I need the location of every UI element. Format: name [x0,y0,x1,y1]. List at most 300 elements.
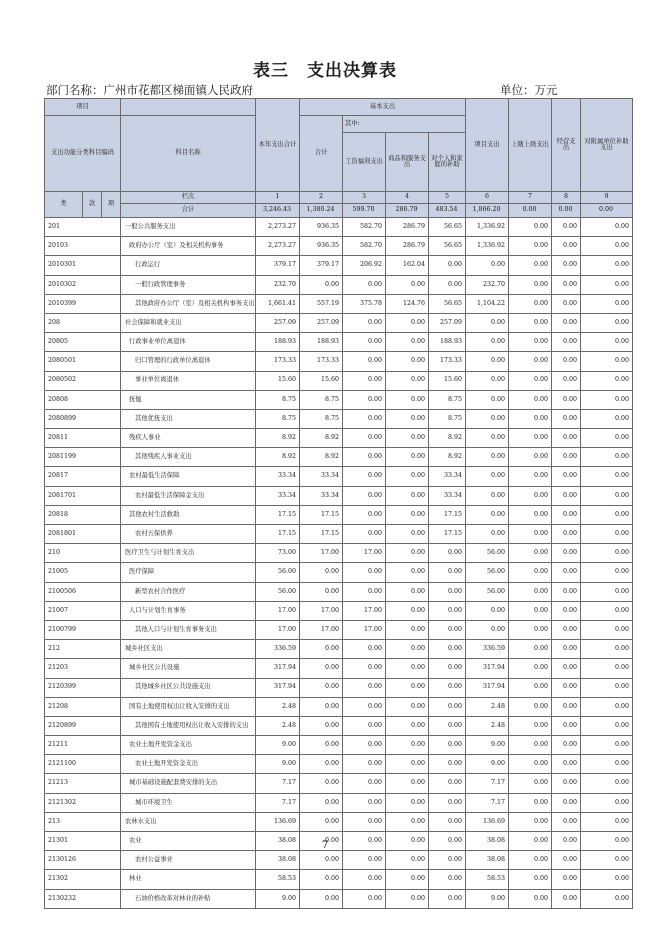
col-num: 9 [581,192,633,204]
row-value: 0.00 [509,294,552,313]
row-value: 0.00 [581,716,633,735]
row-value: 0.00 [581,352,633,371]
table-row [45,755,633,774]
row-value: 0.00 [509,678,552,697]
row-value: 936.35 [300,218,343,237]
row-value: 2,273.27 [256,218,300,237]
row-value: 0.00 [300,774,343,793]
row-value: 0.00 [509,582,552,601]
row-value: 0.00 [552,755,581,774]
row-value: 0.00 [509,313,552,332]
row-value: 0.00 [509,237,552,256]
row-value: 0.00 [386,601,429,620]
row-value: 0.00 [581,620,633,639]
row-value: 17.00 [300,544,343,563]
row-value: 17.15 [256,505,300,524]
row-value: 0.00 [509,793,552,812]
row-value: 0.00 [343,333,386,352]
header-project-expenditure: 项目支出 [466,99,509,192]
row-value: 0.00 [466,390,509,409]
table-row [45,870,633,889]
row-value: 317.94 [256,678,300,697]
row-value: 0.00 [429,544,466,563]
row-value: 17.00 [343,544,386,563]
row-value: 33.34 [429,486,466,505]
row-value: 0.00 [581,755,633,774]
total-cell: 0.00 [581,204,633,218]
total-cell: 0.00 [552,204,581,218]
row-value: 0.00 [509,409,552,428]
col-num: 8 [552,192,581,204]
row-code: 2080502 [45,371,121,390]
row-value: 0.00 [466,429,509,448]
header-basic-expenditure: 基本支出 [300,99,466,116]
row-value: 0.00 [429,601,466,620]
row-value: 2,273.27 [256,237,300,256]
row-value: 0.00 [386,851,429,870]
row-code: 201 [45,218,121,237]
row-value: 9.00 [256,736,300,755]
row-value: 0.00 [552,563,581,582]
row-value: 8.92 [256,448,300,467]
row-value: 0.00 [466,256,509,275]
row-subject-name: 政府办公厅（室）及相关机构事务 [121,237,256,256]
row-value: 0.00 [386,640,429,659]
row-value: 0.00 [552,812,581,831]
row-value: 0.00 [343,870,386,889]
table-row [45,313,633,332]
row-code: 21213 [45,774,121,793]
header-subject-name: 科目名称 [121,116,256,192]
row-value: 0.00 [466,448,509,467]
row-value: 0.00 [552,313,581,332]
row-value: 33.34 [300,486,343,505]
row-value: 188.93 [256,333,300,352]
row-value: 0.00 [581,218,633,237]
row-value: 1,336.92 [466,237,509,256]
row-value: 0.00 [386,678,429,697]
row-subject-name: 城乡社区支出 [121,640,256,659]
row-value: 0.00 [343,390,386,409]
row-value: 56.00 [256,563,300,582]
row-value: 56.00 [256,582,300,601]
row-value: 0.00 [552,640,581,659]
row-subject-name: 社会保障和就业支出 [121,313,256,332]
table-row [45,525,633,544]
row-value: 0.00 [552,256,581,275]
row-value: 379.17 [256,256,300,275]
row-value: 8.75 [256,409,300,428]
row-subject-name: 农村五保供养 [121,525,256,544]
row-value: 0.00 [343,774,386,793]
row-value: 17.00 [300,620,343,639]
row-value: 317.94 [466,678,509,697]
row-value: 0.00 [300,832,343,851]
row-value: 0.00 [429,889,466,908]
row-value: 15.60 [256,371,300,390]
total-row [45,204,633,218]
row-value: 317.94 [466,659,509,678]
row-value: 0.00 [386,716,429,735]
row-value: 936.35 [300,237,343,256]
row-value: 1,661.41 [256,294,300,313]
row-value: 0.00 [386,774,429,793]
row-subject-name: 医疗卫生与计划生育支出 [121,544,256,563]
table-row [45,218,633,237]
row-value: 0.00 [300,563,343,582]
row-value: 0.00 [581,390,633,409]
row-value: 0.00 [343,429,386,448]
header-year-total: 本年支出合计 [256,99,300,192]
col-num: 4 [386,192,429,204]
row-value: 56.65 [429,294,466,313]
row-value: 0.00 [509,889,552,908]
table-row [45,371,633,390]
row-value: 188.93 [300,333,343,352]
row-value: 136.69 [256,812,300,831]
row-value: 0.00 [552,544,581,563]
row-value: 0.00 [343,352,386,371]
row-value: 0.00 [386,544,429,563]
row-value: 0.00 [466,467,509,486]
row-value: 0.00 [552,371,581,390]
row-value: 9.00 [466,755,509,774]
row-subject-name: 农业土地开发资金支出 [121,755,256,774]
table-row [45,467,633,486]
row-value: 15.60 [429,371,466,390]
row-value: 0.00 [552,275,581,294]
row-code: 20811 [45,429,121,448]
row-value: 0.00 [581,275,633,294]
row-value: 0.00 [343,678,386,697]
table-row [45,640,633,659]
row-value: 232.70 [256,275,300,294]
row-value: 0.00 [300,736,343,755]
row-value: 0.00 [509,697,552,716]
row-code: 2080501 [45,352,121,371]
row-value: 0.00 [552,736,581,755]
row-value: 0.00 [552,601,581,620]
row-value: 0.00 [509,774,552,793]
row-subject-name: 事业单位离退休 [121,371,256,390]
row-value: 557.19 [300,294,343,313]
row-value: 0.00 [509,659,552,678]
row-value: 33.34 [256,467,300,486]
row-value: 2.48 [256,697,300,716]
row-value: 8.75 [256,390,300,409]
header-kuan: 款 [83,192,102,218]
row-code: 2010302 [45,275,121,294]
row-value: 0.00 [581,237,633,256]
row-value: 173.33 [256,352,300,371]
row-value: 17.15 [429,505,466,524]
row-code: 20805 [45,333,121,352]
row-value: 0.00 [386,409,429,428]
row-value: 0.00 [429,275,466,294]
row-value: 0.00 [343,889,386,908]
row-subject-name: 城市环境卫生 [121,793,256,812]
row-value: 0.00 [466,486,509,505]
row-value: 0.00 [581,697,633,716]
table-row [45,237,633,256]
row-value: 0.00 [581,429,633,448]
row-subject-name: 其他优抚支出 [121,409,256,428]
row-value: 0.00 [552,889,581,908]
row-value: 0.00 [343,640,386,659]
table-row [45,505,633,524]
header-subsidies: 对个人和家庭的补助 [429,133,466,192]
row-value: 0.00 [343,448,386,467]
row-value: 0.00 [300,640,343,659]
row-code: 21208 [45,697,121,716]
row-value: 173.33 [300,352,343,371]
table-row [45,659,633,678]
row-value: 9.00 [256,755,300,774]
row-value: 0.00 [343,505,386,524]
row-value: 0.00 [552,851,581,870]
row-value: 2.48 [466,716,509,735]
row-value: 0.00 [300,755,343,774]
row-code: 20817 [45,467,121,486]
total-cell: 483.54 [429,204,466,218]
row-value: 0.00 [581,505,633,524]
row-value: 8.75 [429,409,466,428]
row-value: 0.00 [581,582,633,601]
table-row [45,409,633,428]
row-code: 2121100 [45,755,121,774]
row-value: 8.92 [429,429,466,448]
row-code: 2081199 [45,448,121,467]
table-row [45,429,633,448]
row-value: 0.00 [552,793,581,812]
row-subject-name: 医疗保障 [121,563,256,582]
row-value: 0.00 [581,448,633,467]
row-value: 0.00 [509,640,552,659]
row-value: 15.60 [300,371,343,390]
row-value: 0.00 [386,371,429,390]
row-value: 17.00 [300,601,343,620]
row-value: 0.00 [386,563,429,582]
table-row [45,601,633,620]
row-value: 0.00 [429,755,466,774]
row-value: 0.00 [429,256,466,275]
header-upper-payment: 上缴上级支出 [509,99,552,192]
row-value: 0.00 [552,870,581,889]
row-value: 0.00 [343,736,386,755]
row-value: 0.00 [509,601,552,620]
row-value: 0.00 [300,678,343,697]
row-value: 0.00 [581,333,633,352]
row-value: 0.00 [343,563,386,582]
row-value: 0.00 [552,678,581,697]
row-value: 0.00 [386,812,429,831]
total-cell: 286.79 [386,204,429,218]
row-value: 0.00 [386,313,429,332]
row-value: 0.00 [386,736,429,755]
row-value: 0.00 [552,448,581,467]
row-value: 0.00 [552,294,581,313]
row-value: 0.00 [509,755,552,774]
table-row [45,390,633,409]
row-value: 0.00 [581,793,633,812]
total-cell: 0.00 [509,204,552,218]
row-value: 17.15 [300,505,343,524]
row-value: 0.00 [300,659,343,678]
row-value: 8.92 [429,448,466,467]
row-value: 0.00 [581,313,633,332]
row-value: 0.00 [429,678,466,697]
row-value: 173.33 [429,352,466,371]
row-value: 336.59 [256,640,300,659]
row-value: 0.00 [509,544,552,563]
row-value: 375.78 [343,294,386,313]
row-value: 0.00 [509,371,552,390]
row-value: 0.00 [343,275,386,294]
row-value: 0.00 [343,851,386,870]
row-code: 2121302 [45,793,121,812]
row-value: 0.00 [429,851,466,870]
row-value: 0.00 [581,486,633,505]
table-row [45,851,633,870]
row-value: 0.00 [386,467,429,486]
row-code: 208 [45,313,121,332]
row-value: 0.00 [466,525,509,544]
row-value: 0.00 [386,333,429,352]
row-value: 0.00 [509,812,552,831]
row-subject-name: 其他农村生活救助 [121,505,256,524]
row-subject-name: 归口管理的行政单位离退休 [121,352,256,371]
row-code: 2130232 [45,889,121,908]
row-value: 0.00 [552,697,581,716]
header-affiliate-subsidy: 对附属单位补助支出 [581,99,633,192]
unit-label: 单位：万元 [500,83,558,97]
row-subject-name: 一般公共服务支出 [121,218,256,237]
row-value: 8.92 [256,429,300,448]
row-value: 136.69 [466,812,509,831]
row-value: 0.00 [300,889,343,908]
row-value: 0.00 [300,716,343,735]
total-cell: 1,380.24 [300,204,343,218]
row-value: 0.00 [509,563,552,582]
row-subject-name: 城市基础设施配套费安排的支出 [121,774,256,793]
table-row [45,812,633,831]
row-code: 2100506 [45,582,121,601]
row-value: 0.00 [429,582,466,601]
row-subject-name: 农村最低生活保障金支出 [121,486,256,505]
row-value: 0.00 [552,659,581,678]
row-value: 17.00 [343,620,386,639]
table-row [45,697,633,716]
row-value: 17.15 [256,525,300,544]
row-value: 0.00 [581,851,633,870]
row-value: 0.00 [429,697,466,716]
col-num: 7 [509,192,552,204]
table-row [45,716,633,735]
row-value: 0.00 [300,697,343,716]
row-value: 0.00 [386,352,429,371]
header-lei: 类 [45,192,83,218]
row-value: 0.00 [429,563,466,582]
row-code: 2130126 [45,851,121,870]
table-row [45,736,633,755]
row-value: 0.00 [429,736,466,755]
row-value: 9.00 [256,889,300,908]
row-value: 0.00 [552,409,581,428]
page-title: 表三 支出决算表 [253,61,397,81]
row-value: 0.00 [300,582,343,601]
row-value: 0.00 [386,889,429,908]
row-value: 257.09 [256,313,300,332]
row-value: 0.00 [343,525,386,544]
table-row [45,294,633,313]
row-code: 21203 [45,659,121,678]
row-value: 56.65 [429,218,466,237]
row-value: 1,104.22 [466,294,509,313]
row-value: 33.34 [429,467,466,486]
row-code: 21007 [45,601,121,620]
row-subject-name: 农村最低生活保障 [121,467,256,486]
row-value: 0.00 [466,313,509,332]
row-value: 0.00 [386,448,429,467]
row-value: 0.00 [581,467,633,486]
header-project: 项目 [45,99,121,116]
row-value: 0.00 [509,851,552,870]
row-value: 0.00 [581,659,633,678]
table-row [45,544,633,563]
row-value: 33.34 [300,467,343,486]
row-code: 2120899 [45,716,121,735]
row-value: 0.00 [429,774,466,793]
col-num: 5 [429,192,466,204]
expenditure-table [44,98,633,909]
row-value: 56.00 [466,582,509,601]
row-code: 20818 [45,505,121,524]
row-value: 9.00 [466,889,509,908]
row-value: 38.08 [466,851,509,870]
row-value: 0.00 [386,429,429,448]
header-xiang: 项 [102,192,121,218]
row-value: 0.00 [581,544,633,563]
row-value: 17.15 [429,525,466,544]
row-value: 38.08 [256,832,300,851]
row-value: 8.75 [429,390,466,409]
row-value: 2.48 [256,716,300,735]
row-value: 0.00 [429,870,466,889]
row-value: 0.00 [343,313,386,332]
row-value: 0.00 [429,716,466,735]
row-value: 0.00 [466,371,509,390]
row-code: 2081701 [45,486,121,505]
row-value: 17.15 [300,525,343,544]
row-code: 2081801 [45,525,121,544]
row-subject-name: 行政事业单位离退休 [121,333,256,352]
row-value: 0.00 [509,716,552,735]
row-value: 0.00 [429,659,466,678]
row-subject-name: 农村公益事业 [121,851,256,870]
row-code: 2010399 [45,294,121,313]
table-row [45,333,633,352]
row-value: 0.00 [552,505,581,524]
row-value: 0.00 [466,601,509,620]
row-value: 0.00 [386,697,429,716]
row-value: 17.00 [343,601,386,620]
total-cell: 3,246.43 [256,204,300,218]
total-label: 合计 [121,204,256,218]
row-code: 21301 [45,832,121,851]
table-row [45,352,633,371]
row-value: 73.00 [256,544,300,563]
row-value: 0.00 [581,256,633,275]
